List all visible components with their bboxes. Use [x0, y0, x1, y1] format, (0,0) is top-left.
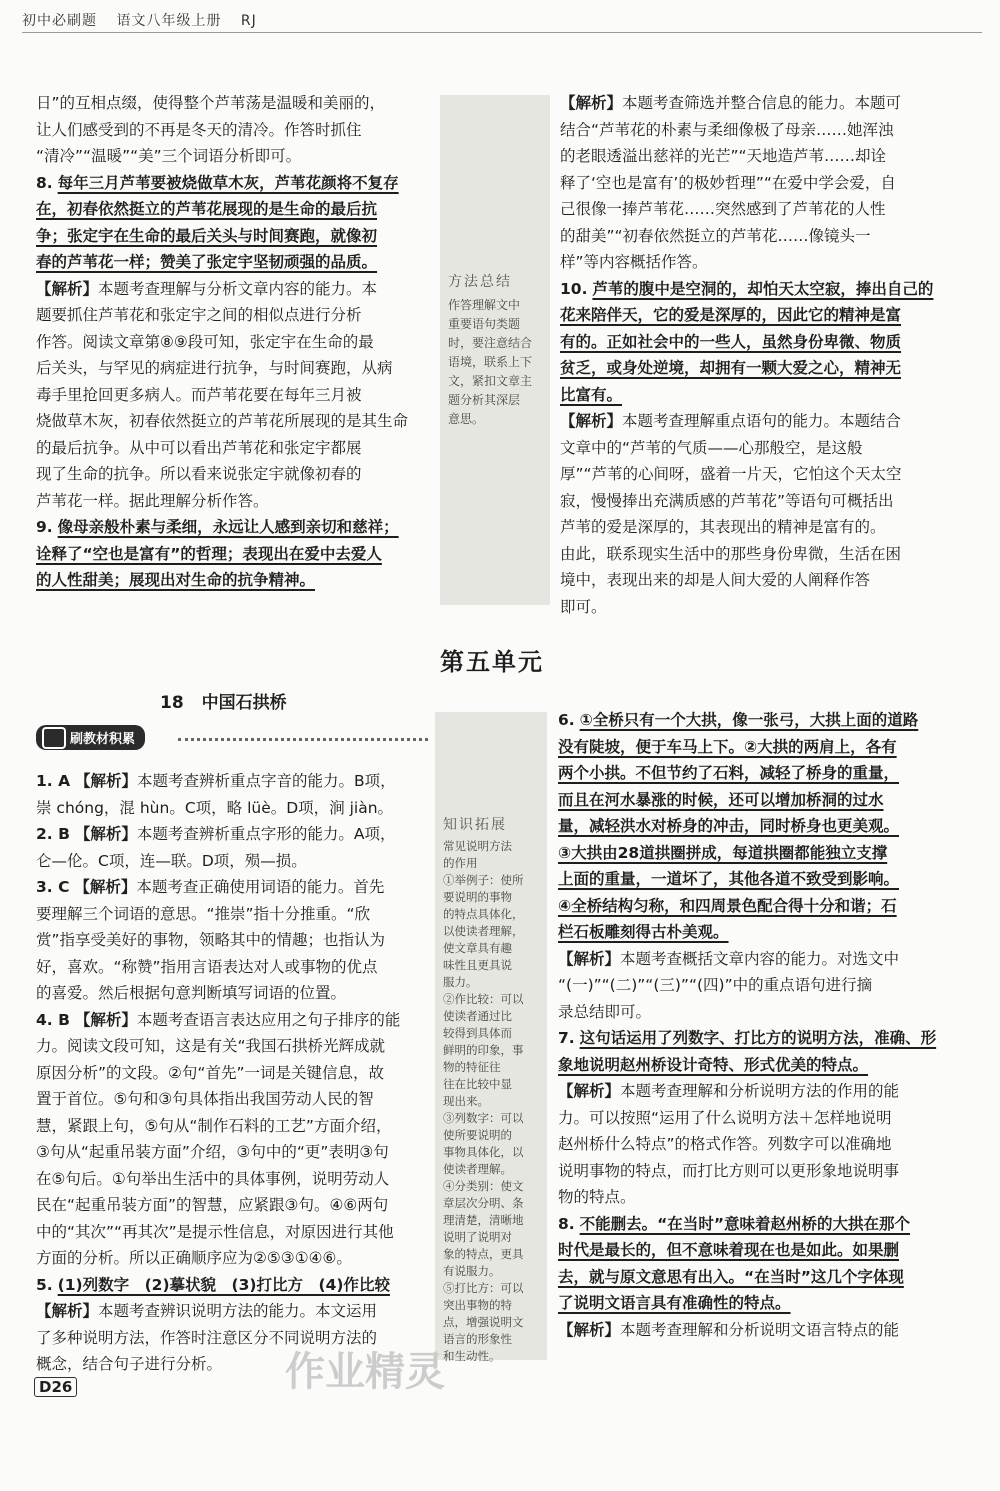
analysis-line: 力。可以按照“运用了什么说明方法＋怎样地说明: [558, 1108, 892, 1127]
analysis-line: ③句从“起重吊装方面”介绍，③句中的“更”表明③句: [36, 1143, 389, 1161]
question-number: 2. B: [36, 825, 70, 843]
answer-line: 时代是最长的，但不意味着现在也是如此。如果删: [558, 1241, 900, 1259]
analysis-tag: 【解析】: [560, 94, 623, 112]
sidebar-line: ③列数字：可以: [443, 1111, 524, 1125]
analysis-line: 境中，表现出来的却是人间大爱的人阐释作答: [560, 571, 871, 589]
answer-line: 争；张定宇在生命的最后关头与时间赛跑，就像初: [36, 226, 378, 245]
sidebar-line: ⑤打比方：可以: [443, 1281, 524, 1295]
analysis-line: 由此，联系现实生活中的那些身份卑微，生活在困: [560, 544, 902, 563]
lesson-number: 18: [160, 693, 184, 713]
analysis-tag: 【解析】: [75, 772, 138, 790]
subject-name: 语文八年级上册: [116, 13, 222, 29]
answer-line: 诠释了“空也是富有”的哲理；表现出在爱中去爱人: [36, 544, 382, 563]
analysis-tag: 【解析】: [36, 1302, 99, 1320]
analysis-line: 毒手里抢回更多病人。而芦苇花要在每年三月被: [36, 385, 362, 404]
answer-line: 上面的重量，一道坏了，其他各道不致受到影响。: [558, 870, 900, 888]
sidebar-line: 意思。: [448, 412, 485, 426]
answer-line: 比富有。: [560, 385, 623, 404]
sidebar-line: 的作用: [443, 856, 478, 870]
analysis-line: 本题考查正确使用词语的能力。首先: [136, 878, 385, 896]
sidebar-line: 以使读者理解，: [443, 924, 524, 938]
analysis-line: 烧做草木灰，初春依然挺立的芦苇花所展现的是其生命: [36, 412, 409, 430]
sidebar-line: ①举例子：使所: [443, 873, 524, 887]
answer-line: 没有陡坡，便于车马上下。②大拱的两肩上，各有: [558, 737, 897, 756]
analysis-line: 本题考查理解与分析文章内容的能力。本: [98, 279, 378, 298]
answer-line: 这句话运用了列数字、打比方的说明方法，准确、形: [579, 1029, 937, 1047]
sidebar-line: 使文章具有趣: [443, 941, 512, 955]
analysis-line: 即可。: [560, 597, 607, 616]
section-badge: [36, 725, 145, 750]
analysis-line: 本题考查辨析重点字形的能力。A项，: [136, 825, 396, 843]
answer-line: 栏石板雕刻得古朴美观。: [558, 923, 729, 941]
analysis-line: 原因分析”的文段。②句“首先”一词是关键信息，故: [36, 1063, 384, 1082]
header-rule: [22, 32, 982, 33]
answer-line: 贫乏，或身处逆境，却拥有一颗大爱之心，精神无: [560, 359, 902, 377]
sidebar-line: 使读者理解。: [443, 1162, 512, 1176]
text-line: 让人们感受到的不再是冬天的清冷。作答时抓住: [36, 120, 362, 139]
answer-line: ④全桥结构匀称，和四周景色配合得十分和谐；石: [558, 896, 897, 915]
answer-line: ①全桥只有一个大拱，像一张弓，大拱上面的道路: [579, 711, 919, 729]
analysis-line: 本题考查理解和分析说明方法的作用的能: [620, 1082, 900, 1100]
sidebar-line: 物的特征往: [443, 1060, 501, 1074]
right-top-column: [560, 90, 970, 620]
answer-line: 的人性甜美；展现出对生命的抗争精神。: [36, 571, 316, 589]
analysis-line: “(一)”“(二)”“(三)”“(四)”中的重点语句进行摘: [558, 976, 873, 994]
sidebar-line: 往在比较中显: [443, 1077, 512, 1091]
badge-label: 刷教材积累: [70, 732, 136, 747]
answer-line: 两个小拱。不但节约了石料，减轻了桥身的重量，: [558, 764, 900, 782]
book-icon: [42, 727, 66, 749]
analysis-line: 本题考查筛选并整合信息的能力。本题可: [622, 94, 902, 112]
analysis-line: 中的“其次”“再其次”是提示性信息，对原因进行其他: [36, 1222, 394, 1241]
analysis-tag: 【解析】: [558, 949, 621, 968]
analysis-line: 的最后抗争。从中可以看出芦苇花和张定宇都展: [36, 438, 362, 457]
sidebar-line: 章层次分明、条: [443, 1196, 524, 1210]
analysis-line: 物的特点。: [558, 1188, 636, 1206]
sidebar-title: 知识拓展: [443, 817, 507, 833]
sidebar-line: 理清楚，清晰地: [443, 1213, 524, 1227]
answer-line: ③大拱由28道拱圈拼成，每道拱圈都能独立支撑: [558, 843, 888, 862]
answer-line: (1)列数字 (2)摹状貌 (3)打比方 (4)作比较: [57, 1275, 390, 1294]
left-top-column: [36, 90, 436, 594]
sidebar-line: 语言的形象性: [443, 1332, 512, 1346]
analysis-line: 本题考查理解重点语句的能力。本题结合: [622, 412, 902, 430]
sidebar-line: 鲜明的印象，事: [443, 1043, 524, 1057]
answer-line: 而且在河水暴涨的时候，还可以增加桥洞的过水: [558, 790, 884, 809]
analysis-line: 寂，慢慢捧出充满质感的芦苇花”等语句可概括出: [560, 491, 894, 510]
analysis-line: 释了‘空也是富有’的极妙哲理”“在爱中学会爱，自: [560, 173, 896, 192]
sidebar-line: ④分类别：使文: [443, 1179, 524, 1193]
analysis-tag: 【解析】: [74, 825, 137, 843]
analysis-line: 作答。阅读文章第⑧⑨段可知，张定宇在生命的最: [36, 332, 374, 351]
analysis-tag: 【解析】: [74, 1010, 137, 1029]
analysis-line: 本题考查概括文章内容的能力。对选文中: [620, 949, 900, 968]
analysis-line: 本题考查辨析重点字音的能力。B项，: [137, 772, 396, 790]
answer-line: 不能删去。“在当时”意味着赵州桥的大拱在那个: [579, 1214, 911, 1233]
analysis-line: 概念，结合句子进行分析。: [36, 1355, 223, 1373]
sidebar-title: 方法总结: [448, 274, 512, 290]
sidebar-line: 时，要注意结合: [448, 336, 533, 350]
question-number: 6.: [558, 711, 575, 729]
analysis-line: 的喜爱。然后根据句意判断填写词语的位置。: [36, 984, 347, 1002]
analysis-line: 厚”“芦苇的心间呀，盛着一片天，它怕这个天太空: [560, 465, 902, 483]
analysis-line: 崇 chóng，混 hùn。C项，略 lüè。D项，涧 jiàn。: [36, 798, 394, 817]
analysis-line: 的老眼透溢出慈祥的光芒”“天地造芦苇……却诠: [560, 147, 887, 165]
answer-line: 量，减轻洪水对桥身的冲击，同时桥身也更美观。: [558, 817, 900, 835]
analysis-tag: 【解析】: [36, 279, 99, 298]
question-number: 10.: [560, 279, 588, 298]
analysis-line: 文章中的“芦苇的气质——心那般空，是这般: [560, 438, 863, 457]
sidebar-line: 味性且更具说: [443, 958, 512, 972]
unit-title: 第五单元: [440, 648, 544, 676]
analysis-line: 芦苇花一样。据此理解分析作答。: [36, 491, 269, 510]
sidebar-line: 和生动性。: [443, 1349, 501, 1363]
sidebar-line: 现出来。: [443, 1094, 489, 1108]
lesson-heading: [160, 688, 287, 713]
answer-line: 在，初春依然挺立的芦苇花展现的是生命的最后抗: [36, 200, 378, 218]
answer-line: 了说明文语言具有准确性的特点。: [558, 1294, 791, 1312]
sidebar-line: 说明了说明对: [443, 1230, 512, 1244]
sidebar-line: 作答理解文中: [448, 298, 521, 312]
sidebar-line: 重要语句类题: [448, 317, 521, 331]
analysis-line: 现了生命的抗争。所以看来说张定宇就像初春的: [36, 465, 362, 483]
question-number: 7.: [558, 1029, 575, 1047]
edition-label: RJ: [240, 13, 257, 29]
analysis-line: 置于首位。⑤句和③句具体指出我国劳动人民的智: [36, 1090, 374, 1108]
analysis-line: 芦苇的爱是深厚的，其表现出的精神是富有的。: [560, 518, 886, 536]
sidebar-line: 的特点具体化，: [443, 907, 524, 921]
sidebar-line: 文，紧扣文章主: [448, 374, 533, 388]
watermark: 作业精灵: [285, 1349, 445, 1395]
analysis-line: 仑—伦。C项，连—联。D项，殒—损。: [36, 851, 307, 870]
analysis-line: 本题考查理解和分析说明文语言特点的能: [620, 1320, 900, 1339]
text-line: 日”的互相点缀，使得整个芦苇荡是温暖和美丽的，: [36, 94, 386, 112]
sidebar-line: 事物具体化，以: [443, 1145, 524, 1159]
answer-line: 象地说明赵州桥设计奇特、形式优美的特点。: [558, 1055, 869, 1074]
left-bottom-column: [36, 768, 431, 1378]
answer-line: 有的。正如社会中的一些人，虽然身份卑微、物质: [560, 332, 902, 351]
sidebar-line: 要说明的事物: [443, 890, 512, 904]
analysis-tag: 【解析】: [558, 1320, 621, 1339]
analysis-line: 好，喜欢。“称赞”指用言语表达对人或事物的优点: [36, 957, 378, 976]
analysis-line: 后关头，与罕见的病症进行抗争，与时间赛跑，从病: [36, 359, 393, 377]
question-number: 3. C: [36, 878, 70, 896]
sidebar-line: 使读者通过比: [443, 1009, 512, 1023]
analysis-line: 赏”指享受美好的事物，领略其中的情趣；也指认为: [36, 931, 386, 949]
sidebar-line: 使所要说明的: [443, 1128, 512, 1142]
sidebar-line: 服力。: [443, 975, 478, 989]
analysis-line: 说明事物的特点，而打比方则可以更形象地说明事: [558, 1161, 900, 1180]
sidebar-line: 突出事物的特: [443, 1298, 512, 1312]
analysis-line: 赵州桥什么特点”的格式作答。列数字可以准确地: [558, 1135, 892, 1153]
analysis-line: 在⑤句后。①句举出生活中的具体事例，说明劳动人: [36, 1169, 390, 1188]
answer-line: 每年三月芦苇要被烧做草木灰，芦苇花颜将不复存: [57, 173, 399, 192]
sidebar-line: 有说服力。: [443, 1264, 501, 1278]
running-header: [22, 10, 271, 30]
analysis-tag: 【解析】: [558, 1082, 621, 1100]
question-number: 8.: [36, 173, 53, 192]
analysis-line: 慧，紧跟上句，⑤句从“制作石料的工艺”方面介绍，: [36, 1116, 392, 1135]
question-number: 1. A: [36, 772, 71, 790]
analysis-line: 的甜美”“初春依然挺立的芦苇花……像镜头一: [560, 226, 871, 245]
question-number: 4. B: [36, 1010, 70, 1029]
lesson-title: 中国石拱桥: [201, 693, 287, 713]
sidebar-line: 常见说明方法: [443, 839, 512, 853]
sidebar-line: 较得到具体而: [443, 1026, 512, 1040]
analysis-line: 题要抓住芦苇花和张定宇之间的相似点进行分析: [36, 306, 362, 324]
sidebar-line: ②作比较：可以: [443, 992, 524, 1006]
q8-answer: [36, 170, 436, 197]
analysis-line: 民在“起重吊装方面”的智慧，应紧跟③句。④⑥两句: [36, 1196, 389, 1214]
analysis-line: 样”等内容概括作答。: [560, 253, 708, 271]
book-name: 初中必刷题: [22, 13, 97, 29]
question-number: 5.: [36, 1275, 53, 1294]
analysis-tag: 【解析】: [560, 412, 623, 430]
knowledge-sidebar: [435, 712, 547, 1363]
analysis-line: 录总结即可。: [558, 1002, 652, 1021]
analysis-line: 本题考查辨识说明方法的能力。本文运用: [98, 1302, 378, 1320]
analysis-line: 方面的分析。所以正确顺序应为②⑤③①④⑥。: [36, 1249, 352, 1267]
answer-line: 春的芦苇花一样；赞美了张定宇坚韧顽强的品质。: [36, 253, 378, 271]
dotted-divider: [178, 738, 428, 741]
analysis-line: 要理解三个词语的意思。“推崇”指十分推重。“欣: [36, 904, 371, 923]
analysis-line: 己很像一捧芦苇花……突然感到了芦苇花的人性: [560, 200, 886, 218]
analysis-line: 本题考查语言表达应用之句子排序的能: [136, 1010, 401, 1029]
sidebar-line: 题分析其深层: [448, 393, 521, 407]
text-line: “清冷”“温暖”“美”三个词语分析即可。: [36, 147, 302, 165]
sidebar-line: 语境，联系上下: [448, 355, 533, 369]
answer-line: 花来陪伴天，它的爱是深厚的，因此它的精神是富: [560, 306, 902, 324]
sidebar-line: 象的特点，更具: [443, 1247, 524, 1261]
answer-line: 像母亲般朴素与柔细，永远让人感到亲切和慈祥；: [57, 518, 399, 536]
answer-line: 芦苇的腹中是空洞的，却怕天太空寂，捧出自己的: [592, 279, 934, 298]
right-bottom-column: [558, 707, 970, 1343]
analysis-line: 力。阅读文段可知，这是有关“我国石拱桥光辉成就: [36, 1037, 386, 1055]
answer-line: 去，就与原文意思有出入。“在当时”这几个字体现: [558, 1267, 904, 1286]
question-number: 8.: [558, 1214, 575, 1233]
page-number: D26: [34, 1377, 77, 1397]
method-summary-sidebar: [440, 95, 550, 605]
analysis-tag: 【解析】: [74, 878, 137, 896]
question-number: 9.: [36, 518, 53, 536]
analysis-line: 结合“芦苇花的朴素与柔细像极了母亲……她浑浊: [560, 120, 894, 139]
analysis-line: 了多种说明方法，作答时注意区分不同说明方法的: [36, 1328, 378, 1347]
sidebar-line: 点，增强说明文: [443, 1315, 524, 1329]
